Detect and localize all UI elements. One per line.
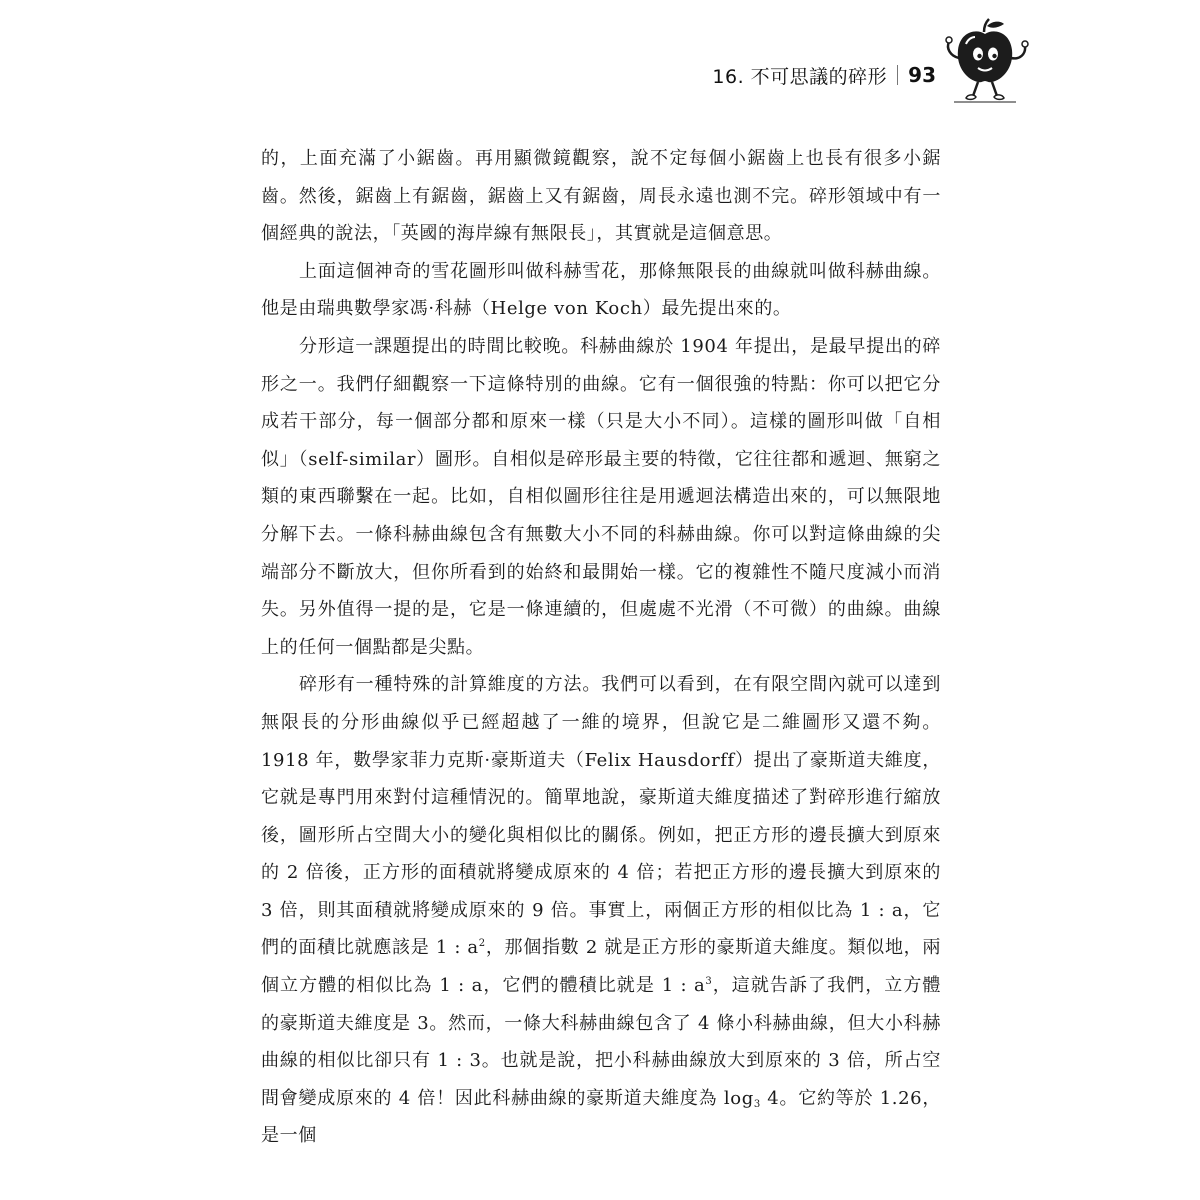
paragraph-2: 上面這個神奇的雪花圖形叫做科赫雪花，那條無限長的曲線就叫做科赫曲線。他是由瑞典數學家馮·科赫（Helge von Koch）最先提出來的。 <box>261 260 941 320</box>
paragraph-4-text-2: ，那個指數 2 就是正方形的豪斯道夫維度。類似地，兩個立方體的相似比為 1 : a，它們的體積比就是 1 : a <box>261 937 941 997</box>
paragraph-4-text-1: 碎形有一種特殊的計算維度的方法。我們可以看到，在有限空間內就可以達到無限長的分形曲線似乎已經超越了一維的境界，但說它是二維圖形又還不夠。1918 年，數學家菲力克斯·豪斯道夫（Felix Hausdorff）提出了豪斯道夫維度，它就是專門用來對付這種情況的。簡單地說，豪斯道夫維度描述了對碎形進行縮放後，圖形所占空間大小的變化與相似比的關係。例如，把正方形的邊長擴大到原來的 2 倍後，正方形的面積就將變成原來的 4 倍；若把正方形的邊長擴大到原來的 3 倍，則其面積就將變成原來的 9 倍。事實上，兩個正方形的相似比為 1 : a，它們的面積比就應該是 1 : a <box>261 674 941 959</box>
page-number: 93 <box>908 63 936 87</box>
paragraph-4 <box>261 666 941 1155</box>
paragraph-4-text-3: ，這就告訴了我們，立方體的豪斯道夫維度是 3。然而，一條大科赫曲線包含了 4 條小科赫曲線，但大小科赫曲線的相似比卻只有 1 : 3。也就是說，把小科赫曲線放大到原來的 3 倍，所占空間會變成原來的 4 倍！因此科赫曲線的豪斯道夫維度為 log <box>261 975 941 1109</box>
paragraph-1: 的，上面充滿了小鋸齒。再用顯微鏡觀察，說不定每個小鋸齒上也長有很多小鋸齒。然後，鋸齒上有鋸齒，鋸齒上又有鋸齒，周長永遠也測不完。碎形領域中有一個經典的說法，「英國的海岸線有無限長」，其實就是這個意思。 <box>261 148 941 245</box>
running-header <box>600 58 936 92</box>
paragraph-3: 分形這一課題提出的時間比較晚。科赫曲線於 1904 年提出，是最早提出的碎形之一。我們仔細觀察一下這條特別的曲線。它有一個很強的特點：你可以把它分成若干部分，每一個部分都和原來一樣（只是大小不同）。這樣的圖形叫做「自相似」（self-similar）圖形。自相似是碎形最主要的特徵，它往往都和遞迴、無窮之類的東西聯繫在一起。比如，自相似圖形往往是用遞迴法構造出來的，可以無限地分解下去。一條科赫曲線包含有無數大小不同的科赫曲線。你可以對這條曲線的尖端部分不斷放大，但你所看到的始終和最開始一樣。它的複雜性不隨尺度減小而消失。另外值得一提的是，它是一條連續的，但處處不光滑（不可微）的曲線。曲線上的任何一個點都是尖點。 <box>261 335 941 658</box>
exponent-3: 3 <box>705 976 713 988</box>
paragraph-4-text-4: 4。它約等於 1.26，是一個 <box>261 1087 941 1147</box>
apple-character-icon <box>940 18 1030 104</box>
chapter-title: 16. 不可思議的碎形 <box>712 65 888 88</box>
body-text <box>261 140 941 1155</box>
header-separator <box>897 65 898 85</box>
log-base-3: 3 <box>753 1098 761 1110</box>
exponent-2: 2 <box>478 938 486 950</box>
